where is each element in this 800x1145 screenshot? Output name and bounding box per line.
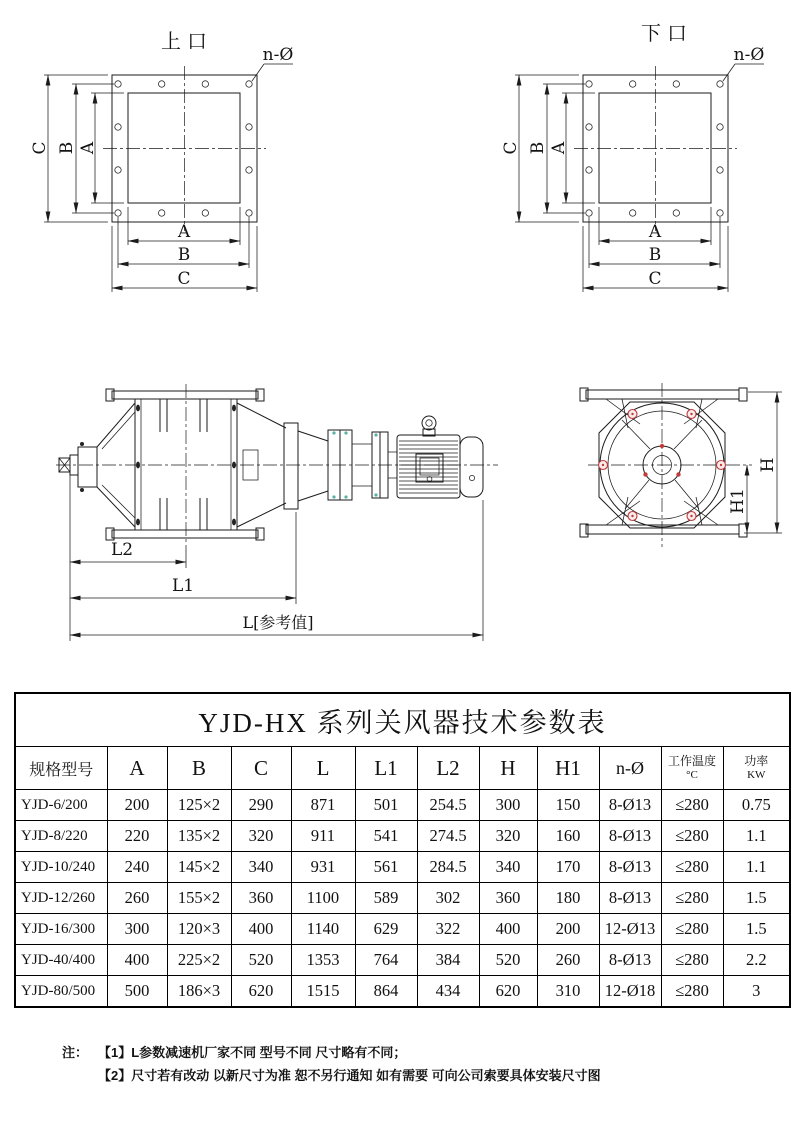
table-title: YJD-HX 系列关风器技术参数表: [15, 693, 790, 747]
header-power: [723, 747, 790, 790]
dim-label-l1: L1: [171, 576, 195, 596]
cell-bolts: 12-Ø18: [599, 976, 661, 1008]
cell-model: YJD-8/220: [15, 821, 107, 852]
header-model: 规格型号: [15, 747, 107, 790]
cell-l: 1100: [291, 883, 355, 914]
notes-prefix: 注：: [62, 1045, 89, 1060]
cell-h: 360: [479, 883, 537, 914]
cell-a: 220: [107, 821, 167, 852]
cell-l1: 629: [355, 914, 417, 945]
header-h1: H1: [537, 747, 599, 790]
header-power-line1: 功率: [744, 754, 769, 769]
cell-power: 1.5: [723, 883, 790, 914]
cell-temp: ≤280: [661, 883, 723, 914]
cell-a: 300: [107, 914, 167, 945]
cell-power: 2.2: [723, 945, 790, 976]
upper-port-title: 上口: [161, 31, 213, 53]
cell-l: 1353: [291, 945, 355, 976]
table-row: [15, 821, 790, 852]
motor-fins: [399, 441, 458, 493]
cell-l: 1515: [291, 976, 355, 1008]
cell-model: YJD-12/260: [15, 883, 107, 914]
cell-model: YJD-10/240: [15, 852, 107, 883]
cell-temp: ≤280: [661, 914, 723, 945]
cell-power: 0.75: [723, 790, 790, 821]
header-a: A: [107, 747, 167, 790]
cell-temp: ≤280: [661, 821, 723, 852]
cell-l2: 284.5: [417, 852, 479, 883]
cell-temp: ≤280: [661, 976, 723, 1008]
cell-c: 340: [231, 852, 291, 883]
upper-flange-geometry: [30, 45, 293, 292]
cell-c: 620: [231, 976, 291, 1008]
cell-h1: 260: [537, 945, 599, 976]
cell-b: 155×2: [167, 883, 231, 914]
cell-l2: 302: [417, 883, 479, 914]
cell-b: 186×3: [167, 976, 231, 1008]
note-line-1: 【1】L参数减速机厂家不同 型号不同 尺寸略有不同；: [98, 1045, 407, 1060]
cell-l: 911: [291, 821, 355, 852]
header-working-temperature-line2: °C: [686, 768, 698, 781]
cell-h: 400: [479, 914, 537, 945]
cell-b: 120×3: [167, 914, 231, 945]
table-row: [15, 883, 790, 914]
header-bolts: n-Ø: [599, 747, 661, 790]
cell-h1: 310: [537, 976, 599, 1008]
cell-l: 871: [291, 790, 355, 821]
cell-l2: 434: [417, 976, 479, 1008]
header-b: B: [167, 747, 231, 790]
cell-c: 520: [231, 945, 291, 976]
end-view: [580, 383, 782, 547]
cell-bolts: 8-Ø13: [599, 821, 661, 852]
lower-port-title: 下口: [641, 23, 693, 45]
cell-c: 400: [231, 914, 291, 945]
cell-l1: 501: [355, 790, 417, 821]
cell-a: 260: [107, 883, 167, 914]
header-c: C: [231, 747, 291, 790]
cell-b: 125×2: [167, 790, 231, 821]
table-row: [15, 976, 790, 1008]
header-l: L: [291, 747, 355, 790]
cell-bolts: 8-Ø13: [599, 883, 661, 914]
cell-power: 1.1: [723, 821, 790, 852]
cell-a: 500: [107, 976, 167, 1008]
table-row: [15, 790, 790, 821]
cell-l: 1140: [291, 914, 355, 945]
cell-l1: 589: [355, 883, 417, 914]
cell-bolts: 8-Ø13: [599, 945, 661, 976]
cell-h: 320: [479, 821, 537, 852]
cell-l1: 764: [355, 945, 417, 976]
cell-bolts: 8-Ø13: [599, 790, 661, 821]
dim-label-l2: L2: [110, 540, 134, 560]
table-title-row: [15, 693, 790, 747]
flange-diagram-upper-port: [30, 30, 293, 292]
cell-l: 931: [291, 852, 355, 883]
table-header-row: [15, 747, 790, 790]
cell-c: 360: [231, 883, 291, 914]
header-working-temperature: [661, 747, 723, 790]
cell-l2: 274.5: [417, 821, 479, 852]
cell-b: 135×2: [167, 821, 231, 852]
cell-model: YJD-80/500: [15, 976, 107, 1008]
cell-l1: 541: [355, 821, 417, 852]
cell-h: 340: [479, 852, 537, 883]
dim-label-h1: H1: [728, 488, 748, 514]
cell-bolts: 8-Ø13: [599, 852, 661, 883]
note-line-2: 【2】尺寸若有改动 以新尺寸为准 恕不另行通知 如有需要 可向公司索要具体安装尺寸图: [98, 1067, 601, 1083]
header-power-line2: KW: [747, 768, 766, 781]
lower-flange-geometry: [501, 45, 764, 292]
cell-b: 225×2: [167, 945, 231, 976]
cell-l2: 322: [417, 914, 479, 945]
cell-l1: 864: [355, 976, 417, 1008]
cell-a: 240: [107, 852, 167, 883]
parameters-table: [14, 692, 791, 1008]
cell-c: 290: [231, 790, 291, 821]
table-row: [15, 914, 790, 945]
cell-h1: 180: [537, 883, 599, 914]
cell-power: 1.1: [723, 852, 790, 883]
cell-h1: 200: [537, 914, 599, 945]
cell-bolts: 12-Ø13: [599, 914, 661, 945]
cell-h: 300: [479, 790, 537, 821]
cell-c: 320: [231, 821, 291, 852]
table-row: [15, 945, 790, 976]
cell-power: 3: [723, 976, 790, 1008]
side-view: [56, 384, 498, 641]
cell-a: 200: [107, 790, 167, 821]
header-l1: L1: [355, 747, 417, 790]
cell-h1: 150: [537, 790, 599, 821]
cell-h1: 170: [537, 852, 599, 883]
cell-l1: 561: [355, 852, 417, 883]
cell-model: YJD-6/200: [15, 790, 107, 821]
footnotes: [62, 1042, 601, 1088]
cell-h: 520: [479, 945, 537, 976]
header-working-temperature-line1: 工作温度: [667, 754, 716, 769]
header-l2: L2: [417, 747, 479, 790]
dim-label-h: H: [758, 457, 778, 473]
dim-label-l-reference: L[参考值]: [242, 613, 314, 632]
cell-l2: 384: [417, 945, 479, 976]
cell-power: 1.5: [723, 914, 790, 945]
cell-h1: 160: [537, 821, 599, 852]
cell-temp: ≤280: [661, 790, 723, 821]
cell-model: YJD-40/400: [15, 945, 107, 976]
cell-temp: ≤280: [661, 852, 723, 883]
header-h: H: [479, 747, 537, 790]
table-row: [15, 852, 790, 883]
cell-a: 400: [107, 945, 167, 976]
cell-l2: 254.5: [417, 790, 479, 821]
cell-temp: ≤280: [661, 945, 723, 976]
cell-h: 620: [479, 976, 537, 1008]
cell-b: 145×2: [167, 852, 231, 883]
flange-diagram-lower-port: [501, 22, 764, 292]
cell-model: YJD-16/300: [15, 914, 107, 945]
